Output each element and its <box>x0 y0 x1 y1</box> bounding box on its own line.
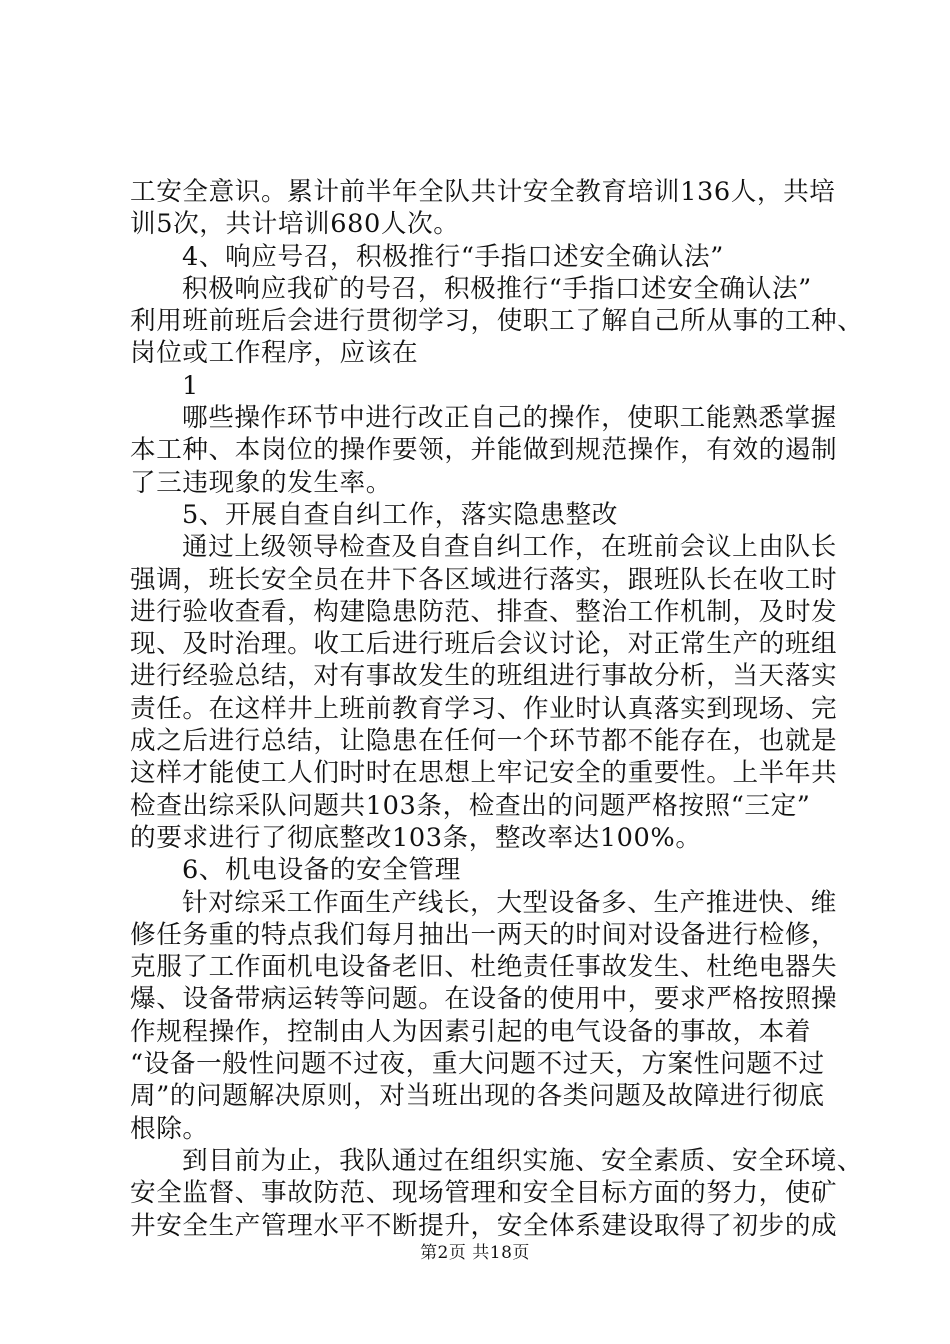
text-line: 训5次，共计培训680人次。 <box>130 209 460 240</box>
document-body <box>130 176 864 1242</box>
text-line: 成之后进行总结，让隐患在任何一个环节都不能存在，也就是 <box>130 726 838 757</box>
text-line: 作规程操作，控制由人为因素引起的电气设备的事故，本着 <box>130 1016 812 1047</box>
text-line: 爆、设备带病运转等问题。在设备的使用中，要求严格按照操 <box>130 984 838 1015</box>
text-line: 责任。在这样井上班前教育学习、作业时认真落实到现场、完 <box>130 693 838 724</box>
text-line: 检查出综采队问题共103条，检查出的问题严格按照“三定” <box>130 790 811 821</box>
text-line: 安全监督、事故防范、现场管理和安全目标方面的努力，使矿 <box>130 1178 838 1209</box>
text-line: 到目前为止，我队通过在组织实施、安全素质、安全环境、 <box>182 1145 864 1176</box>
page-footer: 第2页 共18页 <box>420 1243 530 1263</box>
text-line: 强调，班长安全员在井下各区域进行落实，跟班队长在收工时 <box>130 564 838 595</box>
text-line: 利用班前班后会进行贯彻学习，使职工了解自己所从事的工种、 <box>130 306 864 337</box>
text-line: 根除。 <box>130 1113 209 1144</box>
text-line: 工安全意识。累计前半年全队共计安全教育培训136人，共培 <box>130 177 836 207</box>
text-line: 进行经验总结，对有事故发生的班组进行事故分析，当天落实 <box>130 661 838 692</box>
text-line: 岗位或工作程序，应该在 <box>130 338 419 369</box>
text-line: 针对综采工作面生产线长，大型设备多、生产推进快、维 <box>182 887 837 918</box>
text-line: 进行验收查看，构建隐患防范、排查、整治工作机制，及时发 <box>130 596 838 627</box>
text-line: 哪些操作环节中进行改正自己的操作，使职工能熟悉掌握 <box>182 403 837 434</box>
text-line: 周”的问题解决原则，对当班出现的各类问题及故障进行彻底 <box>130 1081 825 1112</box>
text-line: 1 <box>182 370 199 401</box>
text-line: 克服了工作面机电设备老旧、杜绝责任事故发生、杜绝电器失 <box>130 952 838 983</box>
text-line: 井安全生产管理水平不断提升，安全体系建设取得了初步的成 <box>130 1210 838 1241</box>
text-line: 积极响应我矿的号召，积极推行“手指口述安全确认法” <box>182 273 812 304</box>
text-line: 通过上级领导检查及自查自纠工作，在班前会议上由队长 <box>182 532 837 563</box>
text-line: 本工种、本岗位的操作要领，并能做到规范操作，有效的遏制 <box>130 435 838 466</box>
text-line: 了三违现象的发生率。 <box>130 467 392 498</box>
text-line: 4、响应号召，积极推行“手指口述安全确认法” <box>182 241 724 272</box>
text-line: “设备一般性问题不过夜，重大问题不过天，方案性问题不过 <box>130 1049 825 1080</box>
text-line: 修任务重的特点我们每月抽出一两天的时间对设备进行检修， <box>130 919 838 950</box>
text-line: 5、开展自查自纠工作，落实隐患整改 <box>182 499 618 530</box>
text-line: 现、及时治理。收工后进行班后会议讨论，对正常生产的班组 <box>130 629 838 660</box>
text-line: 6、机电设备的安全管理 <box>182 855 461 886</box>
text-line: 这样才能使工人们时时在思想上牢记安全的重要性。上半年共 <box>130 758 838 789</box>
text-line: 的要求进行了彻底整改103条，整改率达100%。 <box>130 822 702 853</box>
